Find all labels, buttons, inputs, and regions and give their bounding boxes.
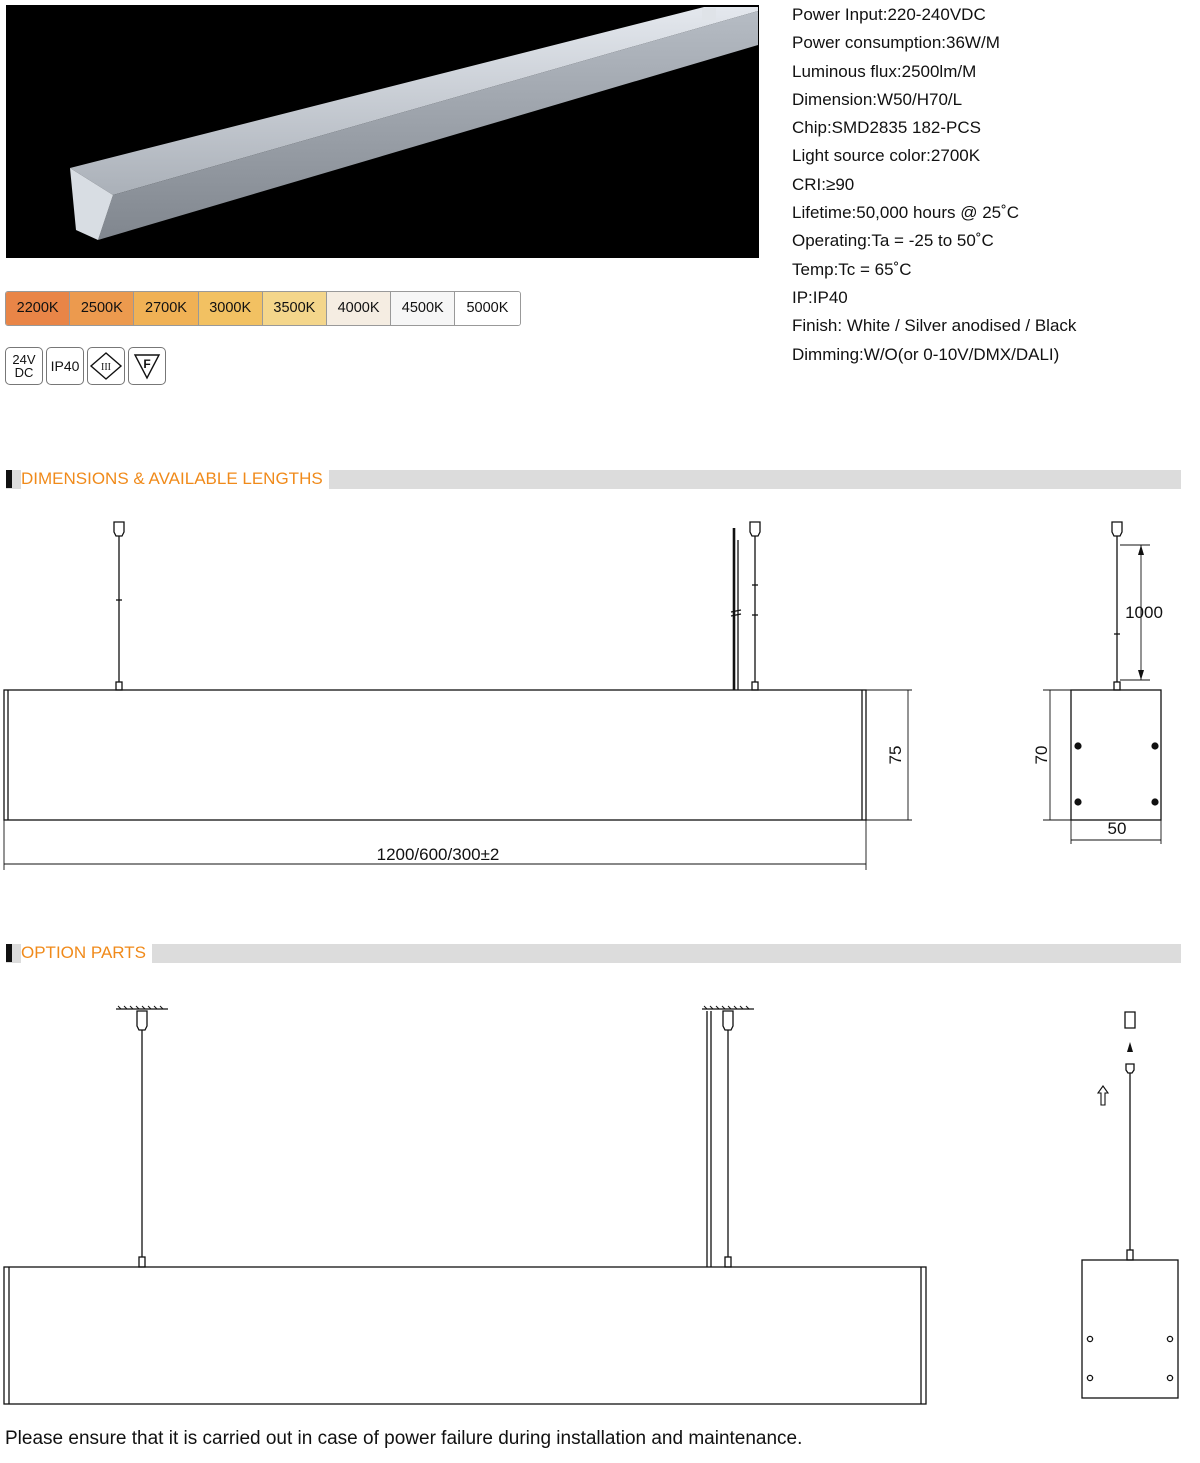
spec-cri: CRI:≥90: [792, 174, 855, 194]
spec-luminous-flux: Luminous flux:2500lm/M: [792, 61, 977, 81]
spec-lifetime: Lifetime:50,000 hours @ 25˚C: [792, 203, 1020, 223]
height-dimension-label: 75: [886, 745, 905, 765]
ip40-icon: [46, 347, 84, 385]
section-marker: [6, 470, 12, 488]
spec-temp: Temp:Tc = 65˚C: [792, 259, 912, 279]
voltage-24vdc-icon: [5, 347, 43, 385]
length-dimension-label: 1200/600/300±2: [376, 845, 500, 864]
f-mark-icon: [128, 347, 166, 385]
swatch-4000k: 4000K: [327, 292, 391, 325]
product-photo: [6, 5, 759, 258]
fixture-body-side: [1071, 690, 1161, 820]
spec-ip: IP:IP40: [792, 287, 848, 307]
side-width-label: 50: [1107, 819, 1127, 838]
ip-label: IP40: [50, 358, 80, 374]
dimensions-section-header: [6, 469, 1181, 489]
option-fixture-body-side: [1082, 1260, 1178, 1398]
swatch-2700k: 2700K: [134, 292, 198, 325]
color-temperature-swatches: [5, 291, 521, 326]
option-parts-drawing: [0, 995, 1200, 1410]
swatch-5000k: 5000K: [455, 292, 519, 325]
wire-length-label: 1000: [1125, 603, 1163, 622]
spec-list: [792, 4, 1192, 372]
swatch-2500k: 2500K: [70, 292, 134, 325]
spec-power-consumption: Power consumption:36W/M: [792, 33, 1000, 53]
swatch-2200k: 2200K: [6, 292, 70, 325]
section-marker: [6, 944, 12, 962]
section-bar: [6, 944, 1181, 963]
spec-operating: Operating:Ta = -25 to 50˚C: [792, 231, 994, 251]
class-three-icon: [87, 347, 125, 385]
swatch-4500k: 4500K: [391, 292, 455, 325]
voltage-top: 24V: [12, 352, 36, 367]
spec-chip: Chip:SMD2835 182-PCS: [792, 118, 981, 138]
dimensions-title: DIMENSIONS & AVAILABLE LENGTHS: [21, 469, 329, 489]
spec-dimension: Dimension:W50/H70/L: [792, 89, 963, 109]
fixture-body-front: [4, 690, 866, 820]
swatch-3500k: 3500K: [263, 292, 327, 325]
f-mark-label: F: [143, 357, 151, 371]
certification-icons: [5, 347, 166, 385]
class-three-label: III: [101, 362, 111, 373]
safety-note: Please ensure that it is carried out in case of power failure during installation and maintenance.: [5, 1428, 803, 1449]
spec-light-color: Light source color:2700K: [792, 146, 981, 166]
voltage-bottom: DC: [14, 365, 34, 380]
dimension-drawing: [0, 515, 1200, 885]
spec-finish: Finish: White / Silver anodised / Black: [792, 316, 1077, 336]
spec-power-input: Power Input:220-240VDC: [792, 5, 986, 24]
spec-dimming: Dimming:W/O(or 0-10V/DMX/DALI): [792, 344, 1060, 364]
option-fixture-body-front: [4, 1267, 926, 1404]
side-height-label: 70: [1032, 745, 1051, 765]
options-title: OPTION PARTS: [21, 943, 152, 963]
options-section-header: [6, 943, 1181, 963]
swatch-3000k: 3000K: [199, 292, 263, 325]
